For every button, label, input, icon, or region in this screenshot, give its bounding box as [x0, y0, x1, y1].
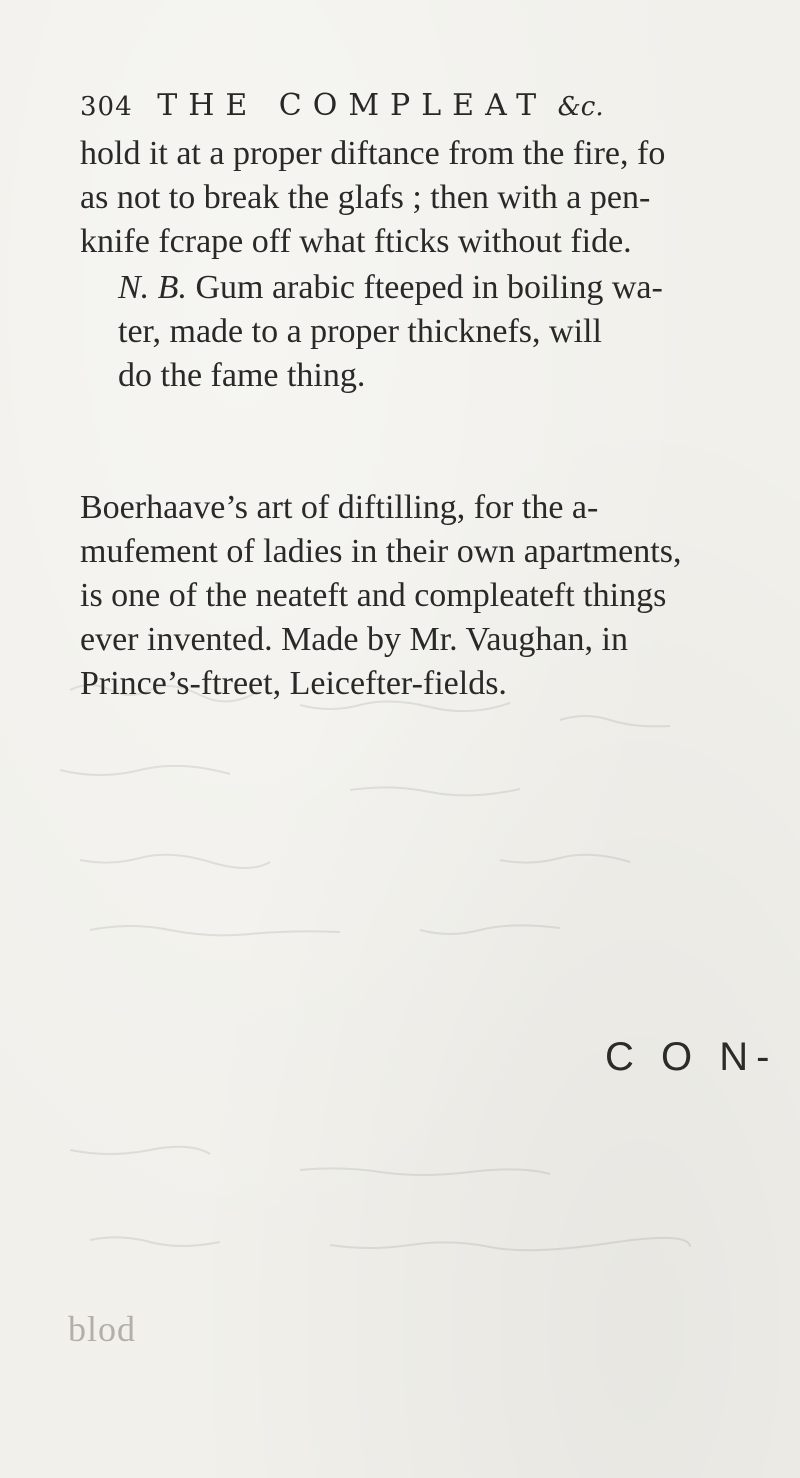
bleed-through-text: blod	[68, 1309, 137, 1349]
catchword: C O N-	[605, 1035, 778, 1079]
nota-bene-text: Gum arabic fteeped in boiling wa- ter, made to a proper thicknefs, will do the fame thing.	[118, 269, 663, 394]
paragraph-1: hold it at a proper diftance from the fire, fo as not to break the glafs ; then with a pen- knife fcrape off what fticks without fide.	[80, 135, 666, 260]
nota-bene-label: N. B.	[118, 269, 187, 306]
running-header	[80, 88, 604, 123]
paragraph-boerhaave: Boerhaave’s art of diftilling, for the a- mufement of ladies in their own apartments, is one of the neateft and compleateft things ever invented. Made by Mr. Vaughan, in Prince’s-ftreet, Leicefter-fields.	[80, 489, 682, 702]
running-title: THE COMPLEAT	[157, 88, 548, 123]
running-title-etc: &c.	[557, 92, 604, 122]
paragraph-nota-bene	[118, 266, 738, 398]
page-number: 304	[80, 92, 133, 122]
